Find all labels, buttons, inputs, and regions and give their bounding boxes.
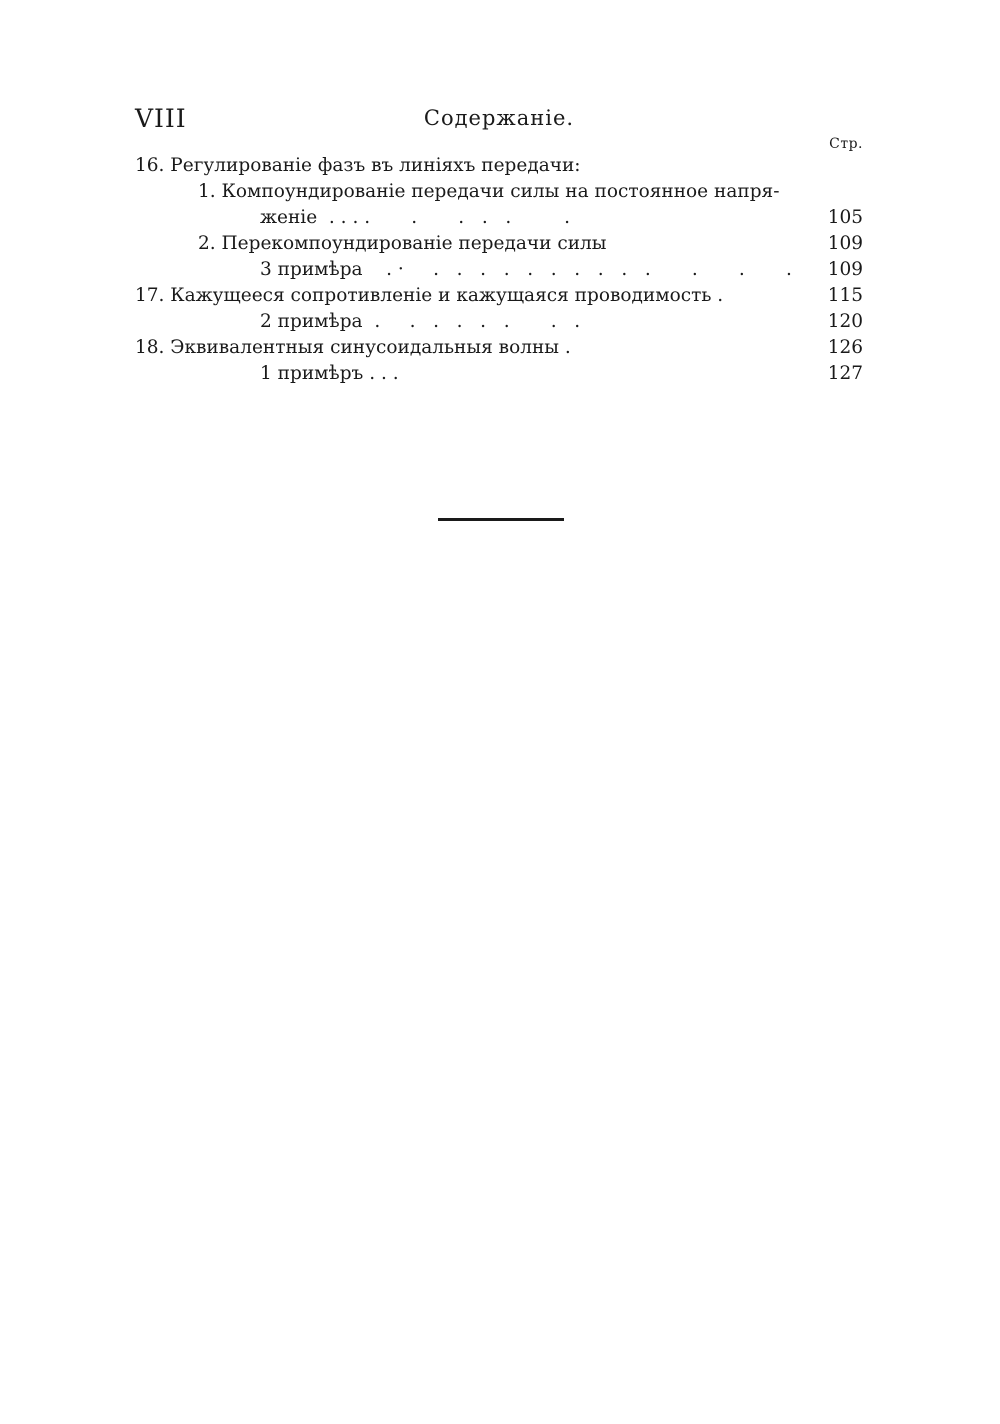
toc-entry-18 [135, 335, 863, 361]
toc-entry-text: 1 примѣръ . . . [260, 363, 399, 384]
page-number: VIII [135, 104, 187, 133]
toc-entry-text: 18. Эквивалентныя синусоидальныя волны . [135, 337, 571, 358]
toc-entry-text: 17. Кажущееся сопротивленіе и кажущаяся проводимость . [135, 285, 724, 306]
toc-entry-page: 126 [827, 337, 863, 358]
toc-entry-18-examples [135, 361, 863, 387]
section-divider-rule [438, 518, 564, 521]
page-column-label: Стр. [829, 136, 863, 152]
toc-entry-text: женіе . . . . . . . . . [260, 207, 571, 228]
toc-entry-text: 16. Регулированіе фазъ въ линіяхъ передачи: [135, 155, 581, 176]
table-of-contents [135, 153, 863, 387]
running-head [135, 104, 863, 138]
toc-entry-page: 120 [827, 311, 863, 332]
toc-entry-page: 109 [827, 259, 863, 280]
toc-entry-16-heading [135, 153, 863, 179]
toc-entry-16-1-continued [135, 205, 863, 231]
toc-entry-text: 1. Компоундированіе передачи силы на постоянное напря- [198, 181, 780, 202]
toc-entry-page: 127 [827, 363, 863, 384]
toc-entry-page: 115 [827, 285, 863, 306]
toc-entry-page: 109 [827, 233, 863, 254]
toc-entry-text: 3 примѣра . · . . . . . . . . . . . . . [260, 259, 792, 280]
toc-entry-16-2 [135, 231, 863, 257]
toc-entry-17-examples [135, 309, 863, 335]
toc-entry-17 [135, 283, 863, 309]
page-title: Содержаніе. [423, 106, 575, 130]
toc-entry-16-1 [135, 179, 863, 205]
toc-entry-text: 2. Перекомпоундированіе передачи силы [198, 233, 607, 254]
toc-entry-text: 2 примѣра . . . . . . . . [260, 311, 581, 332]
toc-entry-16-examples [135, 257, 863, 283]
toc-entry-page: 105 [827, 207, 863, 228]
